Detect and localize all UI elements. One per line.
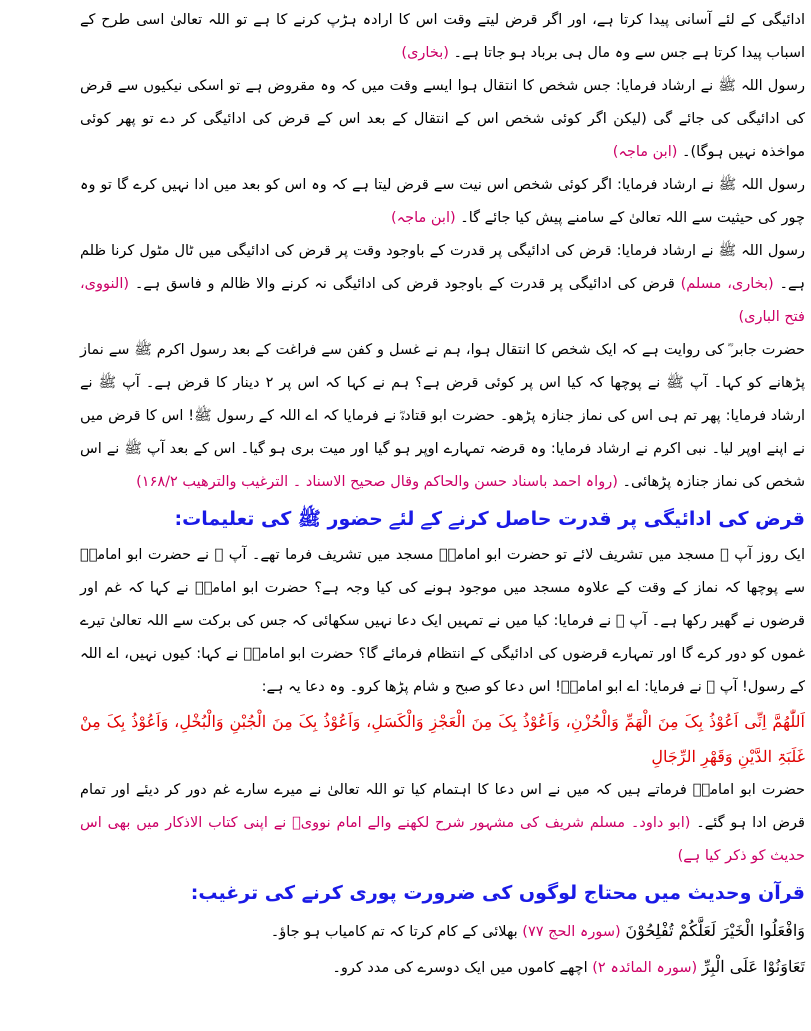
- reference-citation: (النووی، فتح الباری): [80, 276, 805, 325]
- paragraph-text: حضرت جابر ؓ کی روایت ہے کہ ایک شخص کا انتقال ہوا، ہم نے غسل و کفن سے فراغت کے بعد رسول اکرم ﷺ سے نماز پڑھانے کو کہا۔ آپ ﷺ نے پوچھا کہ کیا اس پر کوئی قرض ہے؟ ہم نے کہا کہ اس پر ۲ دینار کا قرض ہے۔ آپ ﷺ نے ارشاد فرمایا: پھر تم ہی اس کی نماز جنازہ پڑھو۔ حضرت ابو قتادہؓ نے فرمایا کہ اے اللہ کے رسول ﷺ! اس کا قرض میں نے اپنے اوپر لیا۔ نبی اکرم نے ارشاد فرمایا: وہ قرضہ تمہارے اوپر ہو گیا اور میت بری ہو گیا۔ اس کے بعد آپ ﷺ نے اس شخص کی نماز جنازہ پڑھائی۔: [80, 342, 805, 490]
- paragraph-5: [80, 334, 805, 499]
- paragraph-2: [80, 70, 805, 169]
- reference-citation: (سورہ المائدہ ۲): [592, 960, 698, 976]
- arabic-verse: وَافْعَلُوا الْخَیْرَ لَعَلَّکُمْ تُفْلِحُوْنَ: [625, 921, 805, 940]
- paragraph-text: رسول اللہ ﷺ نے ارشاد فرمایا: قرض کی ادائیگی پر قدرت کے باوجود وقت پر قرض کی ادائیگی میں ٹال مٹول کرنا ظلم ہے۔: [80, 243, 806, 292]
- paragraph-text: رسول اللہ ﷺ نے ارشاد فرمایا: جس شخص کا انتقال ہوا ایسے وقت میں کہ وہ مقروض ہے تو اسکی نیکیوں سے قرض کی ادائیگی کی جائے گی (لیکن اگر کوئی شخص اس کے انتقال کے بعد اس کے قرض کی ادائیگی کر دے تو پھر کوئی مواخذہ نہیں ہوگا)۔: [80, 78, 805, 160]
- arabic-dua: اَللّٰھُمَّ اِنِّی اَعُوْذُ بِکَ مِنَ الْھَمِّ وَالْحُزْنِ، وَاَعُوْذُ بِکَ مِنَ الْعَجْزِ وَالْکَسَلِ، وَاَعُوْذُ بِکَ مِنَ الْجُبْنِ وَالْبُخْلِ، وَاَعُوْذُ بِکَ مِنْ غَلَبَۃِ الدَّیْنِ وَقَھْرِ الرِّجَالِ: [80, 712, 805, 766]
- reference-citation: (ابن ماجہ): [612, 144, 678, 160]
- verse-translation: بھلائی کے کام کرتا کہ تم کامیاب ہو جاؤ۔: [270, 924, 518, 940]
- section-heading: قرآن وحدیث میں محتاج لوگوں کی ضرورت پوری کرنے کی ترغیب:: [190, 882, 805, 904]
- paragraph-text: ادائیگی کے لئے آسانی پیدا کرتا ہے، اور اگر قرض لیتے وقت اس کا ارادہ ہڑپ کرنے کا ہے تو اللہ تعالیٰ اسی طرح کے اسباب پیدا کرتا ہے جس سے وہ مال ہی برباد ہو جاتا ہے۔: [80, 12, 805, 61]
- paragraph-3: [80, 169, 805, 235]
- reference-citation: (ابو داود۔ مسلم شریف کی مشہور شرح لکھنے والے امام نوویؒ نے اپنی کتاب الاذکار میں بھی اس حدیث کو ذکر کیا ہے): [80, 815, 805, 864]
- reference-citation: (بخاری): [401, 45, 449, 61]
- reference-citation: (بخاری، مسلم): [680, 276, 774, 292]
- reference-citation: (ابن ماجہ): [390, 210, 456, 226]
- paragraph-text: ایک روز آپ ﷺ مسجد میں تشریف لائے تو حضرت ابو امامہؓ مسجد میں تشریف فرما تھے۔ آپ ﷺ نے حضرت ابو امامہؓ سے پوچھا کہ نماز کے وقت کے علاوہ مسجد میں موجود ہونے کی کیا وجہ ہے؟ حضرت ابو امامہؓ نے کہا کہ غم اور قرضوں نے گھیر رکھا ہے۔ آپ ﷺ نے فرمایا: کیا میں نے تمہیں ایک دعا نہیں سکھائی کہ جس کی برکت سے اللہ تعالیٰ تیرے غموں کو دور کرے گا اور تمہارے قرضوں کی ادائیگی کے انتظام فرمائے گا؟ حضرت ابو امامہؓ نے کہا: کیوں نہیں، اے اللہ کے رسول! آپ ﷺ نے فرمایا: اے ابو امامہؓ! اس دعا کو صبح و شام پڑھا کرو۔ وہ دعا یہ ہے:: [80, 547, 805, 695]
- paragraph-1: [80, 4, 805, 70]
- quran-verse-2: [80, 949, 805, 985]
- document-body: [80, 4, 805, 985]
- reference-citation: (رواہ احمد باسناد حسن والحاکم وقال صحیح الاسناد ۔ الترغیب والترھیب ۱۶۸/۲): [136, 474, 618, 490]
- reference-citation: (سورہ الحج ۷۷): [522, 924, 621, 940]
- section-heading: قرض کی ادائیگی پر قدرت حاصل کرنے کے لئے حضور ﷺ کی تعلیمات:: [174, 508, 805, 530]
- paragraph-4: [80, 235, 805, 334]
- paragraph-text: قرض کی ادائیگی پر قدرت کے باوجود قرض کی ادائیگی نہ کرنے والا ظالم و فاسق ہے۔: [134, 276, 675, 292]
- arabic-verse: تَعَاوَنُوْا عَلَی الْبِرِّ: [701, 957, 805, 976]
- paragraph-text: رسول اللہ ﷺ نے ارشاد فرمایا: اگر کوئی شخص اس نیت سے قرض لیتا ہے کہ وہ اس کو بعد میں ادا نہیں کرے گا تو وہ چور کی حیثیت سے اللہ تعالیٰ کے سامنے پیش کیا جائے گا۔: [80, 177, 805, 226]
- quran-verse-1: [80, 913, 805, 949]
- verse-translation: اچھے کاموں میں ایک دوسرے کی مدد کرو۔: [332, 960, 588, 976]
- paragraph-6: [80, 539, 805, 704]
- paragraph-7: [80, 774, 805, 873]
- paragraph-text: حضرت ابو امامہؓ فرماتے ہیں کہ میں نے اس دعا کا اہتمام کیا تو اللہ تعالیٰ نے میرے سارے غم دور کر دیئے اور تمام قرض ادا ہو گئے۔: [80, 782, 805, 831]
